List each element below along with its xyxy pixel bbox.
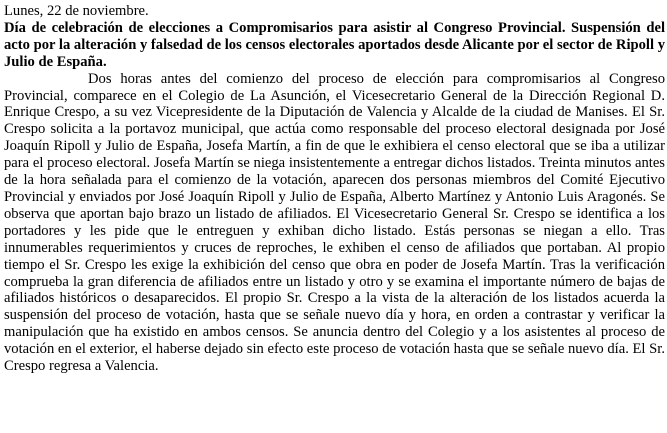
body-paragraph: Dos horas antes del comienzo del proceso de elección para compromisarios al Congreso Provincial, comparece en el Colegio de La Asunción, el Vicesecretario General de la Dirección Regional D. Enrique Crespo, a su vez Vicepresidente de la Diputación de Valencia y Alcalde de la ciudad de Manises. El Sr. Crespo solicita a la portavoz municipal, que actúa como responsable del proceso electoral designada por José Joaquín Ripoll y Julio de España, Josefa Martín, a fin de que le exhibiera el censo electoral que se iba a utilizar para el proceso electoral. Josefa Martín se niega insistentemente a entregar dichos listados. Treinta minutos antes de la hora señalada para el comienzo de la votación, aparecen dos personas miembros del Comité Ejecutivo Provincial y enviados por José Joaquín Ripoll y Julio de España, Alberto Martínez y Antonio Luis Aragonés. Se observa que aportan bajo brazo un listado de afiliados. El Vicesecretario General Sr. Crespo se identifica a los portadores y les pide que le entreguen y exhiban dicho listado. Estás personas se niegan a ello. Tras innumerables requerimientos y cruces de reproches, le exhiben el censo de afiliados que portaban. Al propio tiempo el Sr. Crespo les exige la exhibición del censo que obra en poder de Josefa Martín. Tras la verificación comprueba la gran diferencia de afiliados entre un listado y otro y se examina el importante número de bajas de afiliados históricos o desaparecidos. El propio Sr. Crespo a la vista de la alteración de los listados acuerda la suspensión del proceso de votación, hasta que se señale nuevo día y hora, en orden a contrastar y verificar la manipulación que ha existido en ambos censos. Se anuncia dentro del Colegio y a los asistentes al proceso de votación en el exterior, el haberse dejado sin efecto este proceso de votación hasta que se señale nuevo día. El Sr. Crespo regresa a Valencia. xyxy=(4,70,665,375)
document-page xyxy=(4,3,665,375)
date-line: Lunes, 22 de noviembre. xyxy=(4,3,149,19)
document-heading: Día de celebración de elecciones a Compromisarios para asistir al Congreso Provincial. Suspensión del acto por la alteración y falsedad de los censos electorales aportados desde Alicante por el sector de Ripoll y Julio de España. xyxy=(4,19,665,70)
